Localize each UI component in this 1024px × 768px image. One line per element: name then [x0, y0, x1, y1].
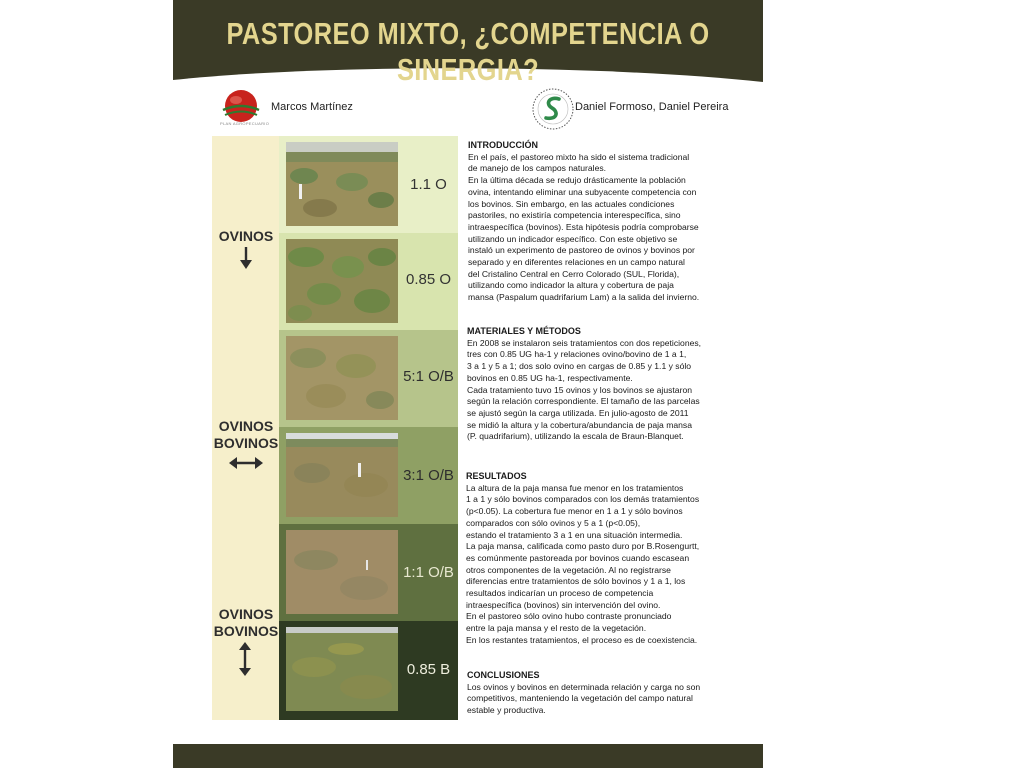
- pasture-photo: [286, 627, 398, 711]
- pasture-photo: [286, 142, 398, 226]
- text-line: 3 a 1 y 5 a 1; dos solo ovino en cargas de 0.85 y 1.1 y sólo: [467, 361, 692, 372]
- text-line: comparados con sólo ovinos y 5 a 1 (p<0.05),: [466, 517, 641, 528]
- text-line: utilizando como indicador la altura y cobertura de paja: [468, 280, 674, 291]
- text-line: La altura de la paja mansa fue menor en los tratamientos: [466, 482, 684, 493]
- author-right: Daniel Formoso, Daniel Pereira: [575, 101, 729, 113]
- arrow-up-down-icon: [236, 642, 254, 676]
- text-line: utilizando un indicador específico. Con este objetivo se: [468, 233, 678, 244]
- treatment-row: [279, 427, 458, 524]
- section-materiales-metodos: [467, 326, 722, 443]
- text-line: instaló un experimento de pastoreo de ovinos y bovinos por: [468, 245, 695, 256]
- text-line: competitivos, manteniendo la vegetación del campo natural: [467, 693, 693, 704]
- treatment-label: 0.85 B: [406, 661, 451, 678]
- treatment-row: [279, 233, 458, 330]
- title-banner: [173, 0, 763, 86]
- group-label-text: OVINOS: [218, 228, 274, 244]
- treatment-label: 3:1 O/B: [403, 467, 454, 484]
- text-line: otros componentes de la vegetación. Al no registrarse: [466, 564, 671, 575]
- treatment-row: [279, 621, 458, 720]
- text-line: resultados indicarían un proceso de competencia: [466, 588, 654, 599]
- group-label-line1: OVINOS: [218, 418, 274, 434]
- group-label-ovinos-bovinos-mixed: [209, 418, 283, 452]
- pasture-photo: [286, 239, 398, 323]
- text-line: se ajustó según la carga utilizada. En julio-agosto de 2011: [467, 407, 689, 418]
- group-label-line2: BOVINOS: [213, 435, 279, 451]
- treatment-row: [279, 330, 458, 427]
- pasture-photo: [286, 433, 398, 517]
- text-line: separado y en diferentes relaciones en un campo natural: [468, 257, 685, 268]
- treatment-row: [279, 136, 458, 233]
- section-heading: CONCLUSIONES: [467, 670, 540, 680]
- text-line: Cada tratamiento tuvo 15 ovinos y los bovinos se ajustaron: [467, 384, 692, 395]
- text-line: del Cristalino Central en Cerro Colorado (SUL, Florida),: [468, 268, 680, 279]
- section-introduccion: [468, 140, 723, 304]
- sul-seal-icon: [530, 86, 576, 132]
- treatment-label: 1:1 O/B: [403, 564, 454, 581]
- text-line: En 2008 se instalaron seis tratamientos con dos repeticiones,: [467, 337, 702, 348]
- text-line: En el país, el pastoreo mixto ha sido el sistema tradicional: [468, 151, 690, 162]
- author-left: Marcos Martínez: [271, 101, 353, 113]
- treatment-row: [279, 524, 458, 621]
- poster: [173, 0, 763, 768]
- text-line: estable y productiva.: [467, 705, 546, 716]
- poster-title: PASTOREO MIXTO, ¿COMPETENCIA O SINERGIA?: [226, 16, 710, 87]
- text-line: pastoriles, no existiría competencia interespecífica, sino: [468, 210, 681, 221]
- footer-band: [173, 744, 763, 768]
- text-line: En la última década se redujo drásticamente la población: [468, 175, 686, 186]
- text-line: En los restantes tratamientos, el proceso es de coexistencia.: [466, 634, 698, 645]
- logo-caption: PLAN AGROPECUARIO: [220, 121, 270, 126]
- group-label-line2: BOVINOS: [213, 623, 279, 639]
- text-line: tres con 0.85 UG ha-1 y relaciones ovino/bovino de 1 a 1,: [467, 349, 687, 360]
- pasture-photo: [286, 336, 398, 420]
- text-line: estando el tratamiento 3 a 1 en una situación intermedia.: [466, 529, 683, 540]
- text-line: bovinos en 0.85 UG ha-1, respectivamente.: [467, 372, 633, 383]
- text-line: es comúnmente pastoreada por bovinos cuando escasean: [466, 552, 690, 563]
- treatment-label: 5:1 O/B: [403, 368, 454, 385]
- group-label-ovinos: [209, 228, 283, 245]
- pasture-photo: [286, 530, 398, 614]
- text-line: se midió la altura y la cobertura/abundancia de paja mansa: [467, 419, 693, 430]
- section-conclusiones: [467, 670, 722, 717]
- section-heading: INTRODUCCIÓN: [468, 140, 538, 150]
- text-line: La paja mansa, calificada como pasto duro por B.Rosengurtt,: [466, 541, 700, 552]
- treatment-label: 0.85 O: [405, 271, 452, 288]
- text-line: Los ovinos y bovinos en determinada relación y carga no son: [467, 681, 701, 692]
- text-line: (P. quadrifarium), utilizando la escala de Braun-Blanquet.: [467, 431, 684, 442]
- text-line: intraespecífica (bovinos). Esta hipótesis podría comprobarse: [468, 221, 699, 232]
- text-line: intraespecífica (bovinos) sin intervención del ovino.: [466, 599, 661, 610]
- text-line: 1 a 1 y sólo bovinos comparados con los demás tratamientos: [466, 494, 700, 505]
- section-heading: MATERIALES Y MÉTODOS: [467, 326, 581, 336]
- arrow-down-icon: [237, 246, 255, 270]
- text-line: los bovinos. Sin embargo, en las actuales condiciones: [468, 198, 675, 209]
- text-line: En el pastoreo sólo ovino hubo contraste pronunciado: [466, 611, 672, 622]
- text-line: ovina, intentando eliminar una subyacente competencia con: [468, 186, 697, 197]
- section-heading: RESULTADOS: [466, 471, 527, 481]
- treatment-label: 1.1 O: [410, 176, 447, 193]
- text-line: (p<0.05). La cobertura fue menor en 1 a 1 y sólo bovinos: [466, 506, 683, 517]
- group-label-ovinos-bovinos-separate: [209, 606, 283, 640]
- text-line: según la relación correspondiente. El tamaño de las parcelas: [467, 396, 700, 407]
- section-resultados: [466, 471, 721, 647]
- text-line: de manejo de los campos naturales.: [468, 163, 607, 174]
- group-label-line1: OVINOS: [218, 606, 274, 622]
- text-line: mansa (Paspalum quadrifarium Lam) a la salida del invierno.: [468, 292, 700, 303]
- text-line: entre la paja mansa y el resto de la vegetación.: [466, 623, 647, 634]
- arrow-left-right-icon: [229, 455, 263, 471]
- text-line: diferencias entre tratamientos de sólo bovinos y 1 a 1, los: [466, 576, 686, 587]
